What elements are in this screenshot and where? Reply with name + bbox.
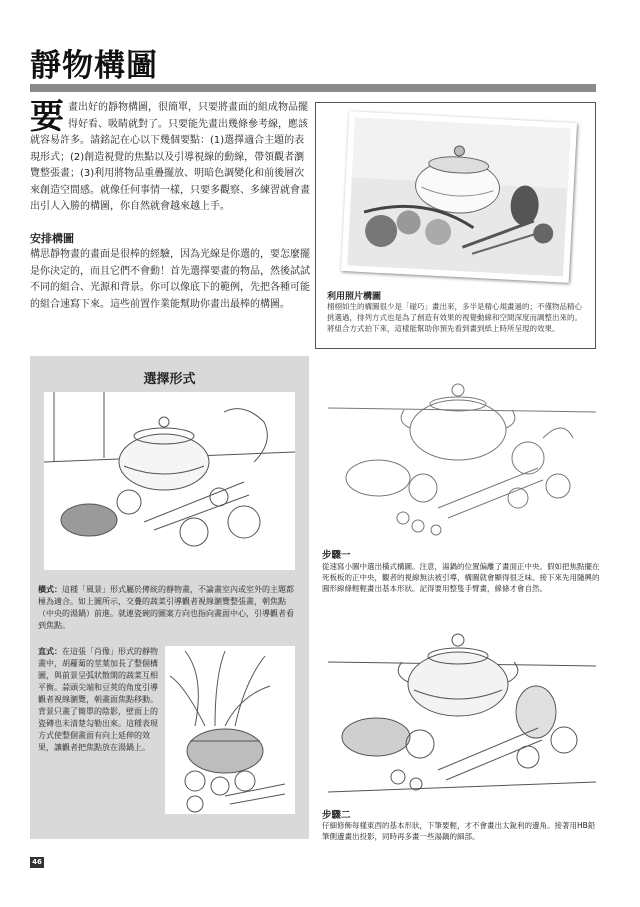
- vertical-caption: [38, 646, 162, 754]
- vertical-text: 在這張「肖像」形式的靜物畫中，胡蘿蔔的莖葉加長了整個構圖，與前景呈弧狀散開的蔬菜互相平衡。蒜頭尖端和豆莢的角度引導觀者視線瀏覽，朝畫面焦點移動。背景只畫了簡單的陰影，壁面上的瓷磚也未清楚勾勒出來。這種表現方式使整個畫面有向上延伸的效果，讓觀者把焦點放在湯鍋上。: [38, 647, 158, 752]
- drop-cap: 要: [30, 97, 64, 137]
- step2-title: 步驟二: [322, 810, 351, 821]
- step2-text: 仔細修飾每樣東西的基本形狀，下筆要輕，才不會畫出太銳利的邊角。接著用HB鉛筆側邊畫出投影，同時再多畫一些湯鍋的細部。: [322, 821, 596, 841]
- step1-title: 步驟一: [322, 550, 351, 561]
- horizontal-label: 橫式：: [38, 585, 62, 594]
- step1-text: 從速寫小圖中選出橫式構圖。注意，湯鍋的位置偏離了畫面正中央。假如把焦點擺在死板板的正中央，觀者的視線無法被引導，構圖就會顯得很乏味。接下來先用隨興的圓形線條輕輕畫出基本形狀。記得要用整隻手臂畫，線條才會自然。: [322, 562, 600, 593]
- horizontal-caption: [38, 584, 300, 632]
- photo-caption-text: 栩栩如生的構圖很少是「碰巧」畫出來，多半是精心規畫過的；不僅物品精心挑選過，排列方式也是為了創造有效果的視覺動線和空間深度而調整出來的。將組合方式拍下來，這樣能幫助你預先看到畫到紙上時所呈現的效果。: [327, 302, 582, 333]
- arrange-heading: 安排構圖: [30, 232, 74, 245]
- still-life-photo: [341, 111, 577, 283]
- page-title: 靜物構圖: [30, 48, 158, 84]
- horizontal-text: 這種「風景」形式屬於傳統的靜物畫，不論畫室內或室外的主題都極為適合。如上圖所示，交疊的蔬菜引導觀者視線瀏覽整張畫，朝焦點（中央的湯鍋）前進。就連瓷碗的圖案方向也指向畫面中心，引導觀者看到焦點。: [38, 585, 294, 630]
- format-panel-title: 選擇形式: [143, 372, 196, 387]
- page-number: 46: [30, 857, 44, 868]
- step1-sketch: [328, 368, 596, 540]
- horizontal-sketch: [44, 392, 295, 570]
- photo-caption-title: 利用照片構圖: [327, 292, 382, 302]
- intro-paragraph: [30, 97, 310, 216]
- title-rule: [30, 84, 596, 92]
- vertical-sketch: [165, 646, 295, 814]
- vertical-label: 直式：: [38, 647, 62, 656]
- intro-text: 畫出好的靜物構圖，很簡單，只要將畫面的組成物品擺得好看、吸睛就對了。只要能先畫出幾條參考線，應該就容易許多。請銘記在心以下幾個要點：(1)選擇適合主題的表現形式；(2)創造視覺的焦點以及引導視線的動線，帶領觀者瀏覽整張畫；(3)利用將物品重疊擺放、明暗色調變化和前後層次來創造空間感。就像任何事情一樣，只要多觀察、多練習就會畫出引人入勝的構圖，你自然就會越來越上手。: [30, 102, 310, 212]
- arrange-text: 構思靜物畫的畫面是很棒的經驗，因為光線是你選的，要怎麼擺是你決定的，而且它們不會動！首先選擇要畫的物品，然後試試不同的組合、光源和背景。你可以像底下的範例，先把各種可能的組合速寫下來。這些前置作業能幫助你畫出最棒的構圖。: [30, 249, 310, 310]
- step2-sketch: [328, 612, 596, 800]
